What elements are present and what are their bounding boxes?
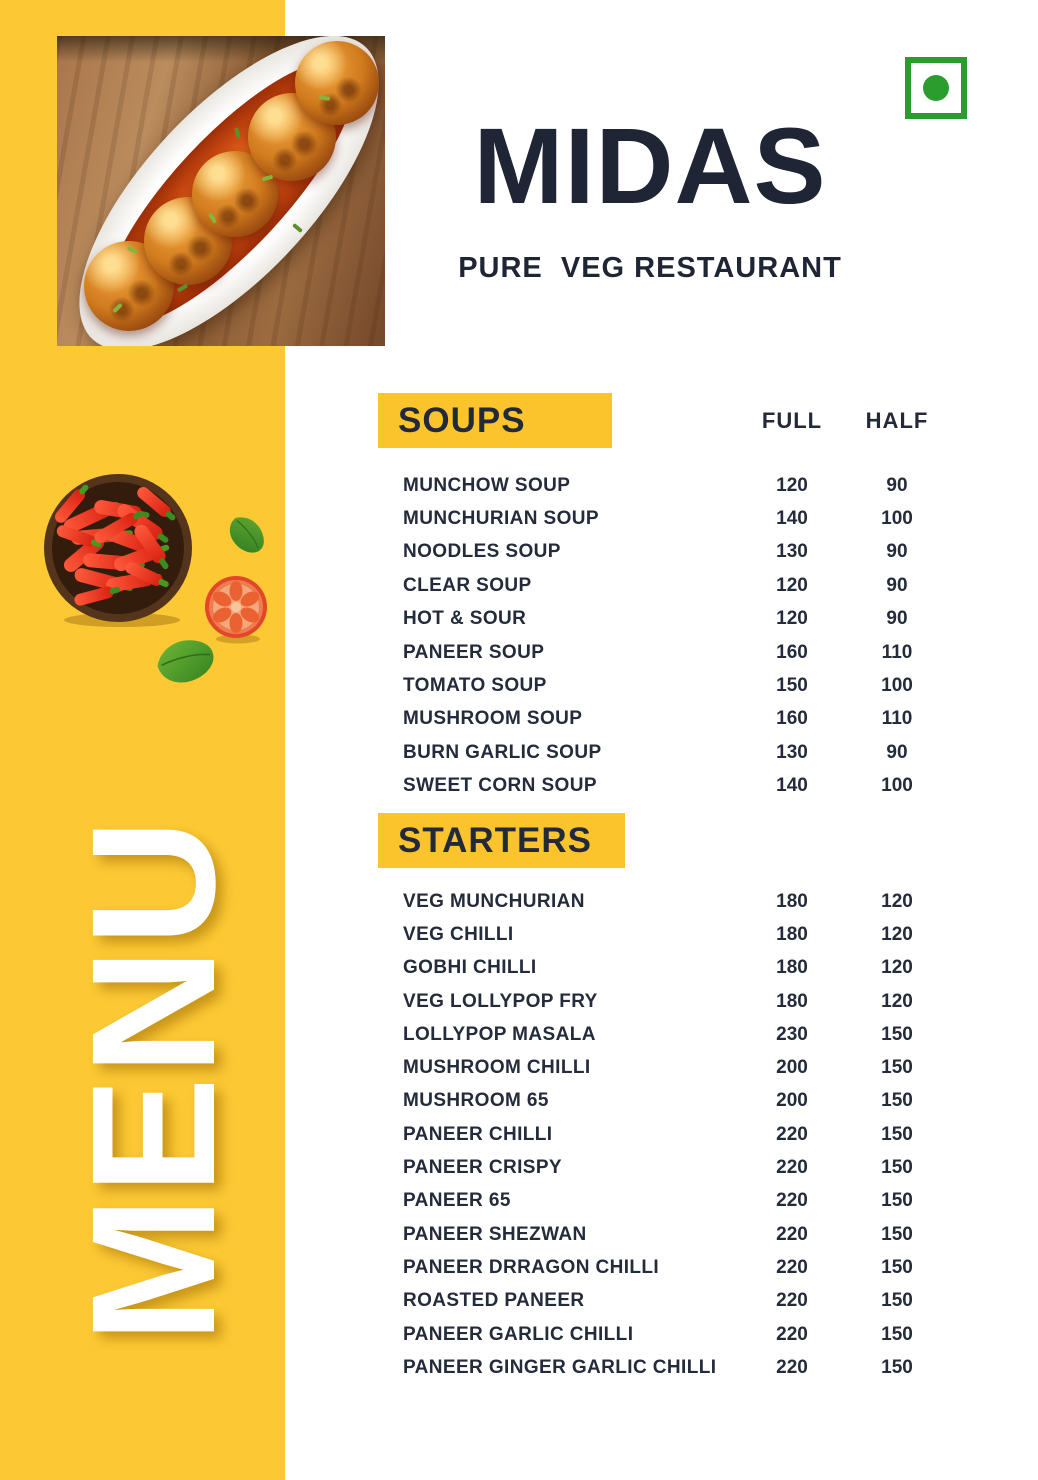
item-price-full: 200 bbox=[776, 1090, 808, 1112]
item-price-full: 160 bbox=[776, 641, 808, 663]
item-price-full: 140 bbox=[776, 508, 808, 530]
vertical-menu-label bbox=[54, 780, 254, 1380]
item-name: PANEER GINGER GARLIC CHILLI bbox=[403, 1356, 717, 1378]
section-title: SOUPS bbox=[398, 400, 526, 440]
item-name: MUSHROOM 65 bbox=[403, 1090, 549, 1112]
section-header-starters bbox=[378, 813, 625, 868]
item-price-full: 220 bbox=[776, 1356, 808, 1378]
item-price-full: 220 bbox=[776, 1157, 808, 1179]
column-header-half: HALF bbox=[865, 407, 929, 433]
item-price-half: 100 bbox=[881, 775, 913, 797]
item-name: BURN GARLIC SOUP bbox=[403, 741, 602, 763]
item-price-full: 220 bbox=[776, 1323, 808, 1345]
menu-item-row bbox=[378, 536, 952, 569]
item-price-full: 160 bbox=[776, 708, 808, 730]
item-price-half: 150 bbox=[881, 1123, 913, 1145]
starters-item-list bbox=[378, 885, 952, 1384]
item-name: PANEER GARLIC CHILLI bbox=[403, 1323, 634, 1345]
veg-mark-icon bbox=[905, 57, 967, 119]
item-price-half: 150 bbox=[881, 1057, 913, 1079]
menu-item-row bbox=[378, 736, 952, 769]
item-price-half: 150 bbox=[881, 1190, 913, 1212]
veg-mark-dot bbox=[923, 75, 949, 101]
menu-item-row bbox=[378, 1051, 952, 1084]
menu-item-row bbox=[378, 1085, 952, 1118]
item-price-half: 90 bbox=[886, 541, 908, 563]
soups-item-list bbox=[378, 469, 952, 803]
restaurant-title: MIDAS bbox=[473, 105, 827, 226]
item-name: ROASTED PANEER bbox=[403, 1290, 585, 1312]
menu-item-row bbox=[378, 469, 952, 502]
item-price-full: 180 bbox=[776, 890, 808, 912]
menu-item-row bbox=[378, 1151, 952, 1184]
menu-item-row bbox=[378, 569, 952, 602]
menu-item-row bbox=[378, 1118, 952, 1151]
item-price-half: 90 bbox=[886, 474, 908, 496]
item-price-half: 90 bbox=[886, 574, 908, 596]
menu-item-row bbox=[378, 918, 952, 951]
item-price-half: 120 bbox=[881, 923, 913, 945]
item-name: SWEET CORN SOUP bbox=[403, 775, 597, 797]
item-name: MUSHROOM CHILLI bbox=[403, 1057, 591, 1079]
item-name: PANEER DRRAGON CHILLI bbox=[403, 1256, 660, 1278]
menu-item-row bbox=[378, 703, 952, 736]
item-price-full: 220 bbox=[776, 1190, 808, 1212]
chili-bowl-image bbox=[40, 470, 196, 630]
item-name: LOLLYPOP MASALA bbox=[403, 1023, 596, 1045]
menu-item-row bbox=[378, 603, 952, 636]
item-price-half: 90 bbox=[886, 741, 908, 763]
menu-item-row bbox=[378, 952, 952, 985]
menu-item-row bbox=[378, 885, 952, 918]
item-name: CLEAR SOUP bbox=[403, 574, 532, 596]
item-name: NOODLES SOUP bbox=[403, 541, 561, 563]
item-name: MUNCHURIAN SOUP bbox=[403, 508, 599, 530]
item-price-full: 230 bbox=[776, 1023, 808, 1045]
item-price-full: 220 bbox=[776, 1223, 808, 1245]
item-price-half: 110 bbox=[881, 708, 913, 730]
item-price-half: 90 bbox=[886, 608, 908, 630]
menu-item-row bbox=[378, 1318, 952, 1351]
restaurant-subtitle: PURE VEG RESTAURANT bbox=[458, 252, 842, 284]
item-price-full: 130 bbox=[776, 741, 808, 763]
item-price-half: 120 bbox=[881, 957, 913, 979]
item-name: GOBHI CHILLI bbox=[403, 957, 537, 979]
item-name: VEG CHILLI bbox=[403, 923, 514, 945]
item-name: PANEER SHEZWAN bbox=[403, 1223, 587, 1245]
manchurian-ball bbox=[295, 41, 379, 125]
item-price-half: 150 bbox=[881, 1323, 913, 1345]
menu-item-row bbox=[378, 636, 952, 669]
item-price-half: 150 bbox=[881, 1356, 913, 1378]
menu-item-row bbox=[378, 1218, 952, 1251]
item-price-full: 180 bbox=[776, 957, 808, 979]
item-name: PANEER SOUP bbox=[403, 641, 545, 663]
item-price-half: 150 bbox=[881, 1256, 913, 1278]
item-price-full: 120 bbox=[776, 574, 808, 596]
menu-label-text: MENU bbox=[56, 816, 252, 1344]
item-price-full: 200 bbox=[776, 1057, 808, 1079]
item-price-full: 180 bbox=[776, 990, 808, 1012]
item-price-half: 100 bbox=[881, 675, 913, 697]
item-price-full: 150 bbox=[776, 675, 808, 697]
item-price-half: 150 bbox=[881, 1223, 913, 1245]
item-price-full: 220 bbox=[776, 1290, 808, 1312]
item-name: VEG MUNCHURIAN bbox=[403, 890, 585, 912]
item-price-half: 150 bbox=[881, 1090, 913, 1112]
food-photo bbox=[57, 36, 385, 346]
item-name: MUNCHOW SOUP bbox=[403, 474, 571, 496]
item-name: PANEER CHILLI bbox=[403, 1123, 553, 1145]
menu-item-row bbox=[378, 1285, 952, 1318]
item-price-half: 100 bbox=[881, 508, 913, 530]
item-price-full: 120 bbox=[776, 474, 808, 496]
menu-item-row bbox=[378, 669, 952, 702]
item-name: VEG LOLLYPOP FRY bbox=[403, 990, 598, 1012]
item-price-half: 150 bbox=[881, 1290, 913, 1312]
item-name: HOT & SOUR bbox=[403, 608, 527, 630]
item-price-half: 150 bbox=[881, 1157, 913, 1179]
item-name: MUSHROOM SOUP bbox=[403, 708, 583, 730]
item-price-half: 110 bbox=[881, 641, 913, 663]
item-name: PANEER 65 bbox=[403, 1190, 511, 1212]
item-price-full: 140 bbox=[776, 775, 808, 797]
item-price-full: 180 bbox=[776, 923, 808, 945]
item-price-full: 220 bbox=[776, 1123, 808, 1145]
item-price-half: 120 bbox=[881, 990, 913, 1012]
item-price-half: 150 bbox=[881, 1023, 913, 1045]
menu-item-row bbox=[378, 1251, 952, 1284]
column-header-full: FULL bbox=[761, 407, 823, 433]
menu-item-row bbox=[378, 1351, 952, 1384]
item-name: PANEER CRISPY bbox=[403, 1157, 562, 1179]
item-price-full: 120 bbox=[776, 608, 808, 630]
item-price-full: 220 bbox=[776, 1256, 808, 1278]
menu-item-row bbox=[378, 502, 952, 535]
item-price-half: 120 bbox=[881, 890, 913, 912]
section-title: STARTERS bbox=[398, 820, 593, 860]
menu-item-row bbox=[378, 1185, 952, 1218]
menu-item-row bbox=[378, 770, 952, 803]
menu-item-row bbox=[378, 1018, 952, 1051]
item-name: TOMATO SOUP bbox=[403, 675, 547, 697]
menu-item-row bbox=[378, 985, 952, 1018]
price-column-headers bbox=[378, 393, 952, 448]
item-price-full: 130 bbox=[776, 541, 808, 563]
